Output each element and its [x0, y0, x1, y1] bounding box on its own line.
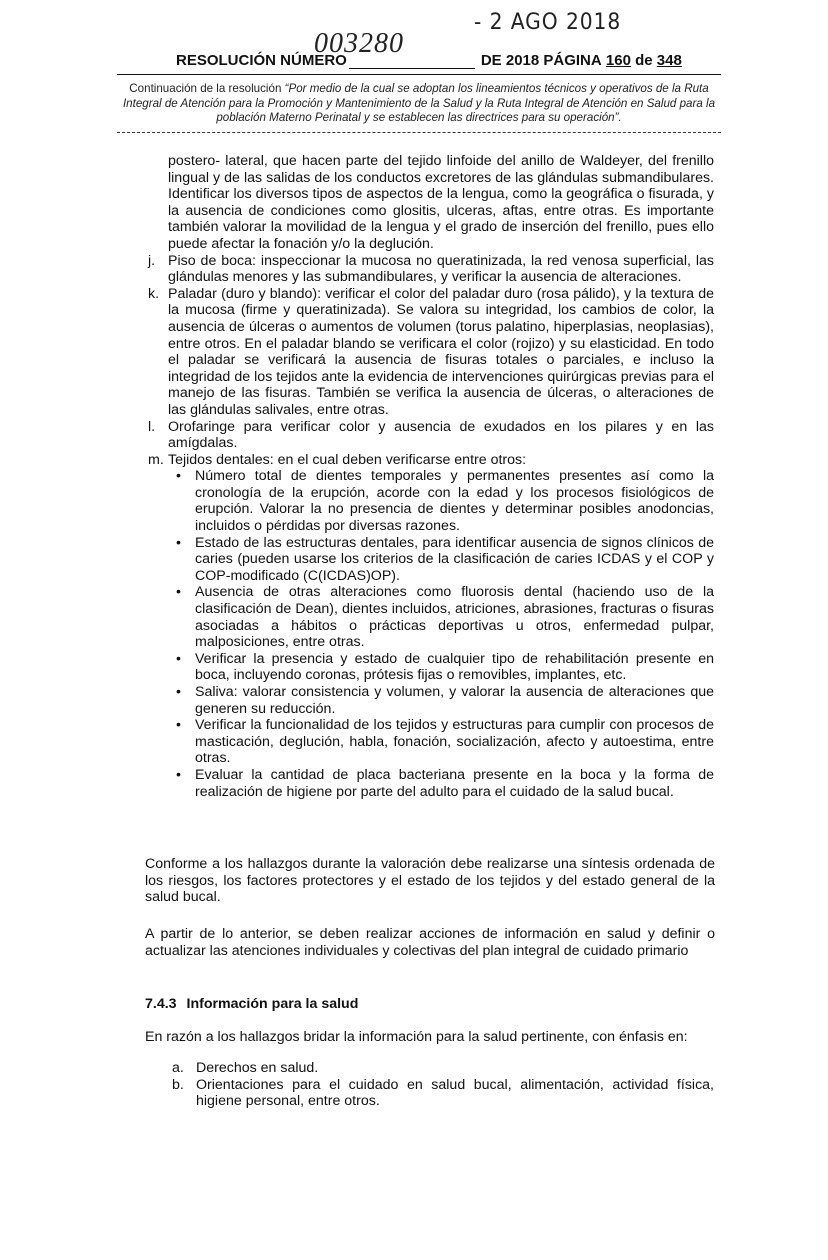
- page-number: 160: [605, 52, 631, 69]
- continuation-title: “Por medio de la cual se adoptan los lineamientos técnicos y operativos de la Ruta Integral de Atención para la Promoción y Mantenimiento de la Salud y la Ruta Integral de Atención en Salud para la población Materno Perinatal y se establecen las directrices para su operación”.: [122, 82, 716, 125]
- list-item-text: Orofaringe para verificar color y ausencia de exudados en los pilares y en las amígdalas.: [168, 418, 714, 452]
- list-marker: a.: [172, 1060, 184, 1076]
- page-total: 348: [656, 52, 682, 69]
- exam-list: [148, 153, 714, 800]
- resolution-header: [176, 47, 682, 69]
- list-item-text: Tejidos dentales: en el cual deben verificarse entre otros:: [168, 451, 527, 468]
- resolution-label: RESOLUCIÓN NÚMERO: [176, 52, 347, 69]
- list-item-k: [148, 285, 714, 419]
- info-list: [172, 1060, 714, 1110]
- dental-tissue-bullets: [168, 468, 714, 800]
- header-dashed-rule: [117, 132, 721, 133]
- section-intro: En razón a los hallazgos bridar la información para la salud pertinente, con énfasis en:: [145, 1029, 688, 1045]
- bullet-item: • Verificar la funcionalidad de los tejidos y estructuras para cumplir con procesos de masticación, deglución, habla, fonación, socialización, afecto y autoestima, entre otras.: [195, 717, 714, 767]
- continuation-note: [117, 82, 721, 126]
- date-stamp: - 2 AGO 2018: [474, 10, 622, 35]
- list-marker: l.: [148, 418, 156, 435]
- bullet-item: • Estado de las estructuras dentales, para identificar ausencia de signos clínicos de caries (pueden usarse los criterios de la clasificación de caries ICDAS y el COP y COP-modificado (C(ICDAS)OP).: [195, 535, 714, 585]
- paragraph-anterior: A partir de lo anterior, se deben realizar acciones de información en salud y definir o actualizar las atenciones individuales y colectivas del plan integral de cuidado primario: [145, 926, 715, 959]
- section-heading: [145, 996, 358, 1012]
- bullet-item: • Saliva: valorar consistencia y volumen, y valorar la ausencia de alteraciones que generen su reducción.: [195, 684, 714, 717]
- list-item-text: Derechos en salud.: [196, 1060, 319, 1076]
- bullet-item: • Número total de dientes temporales y permanentes presentes así como la cronología de la erupción, acorde con la edad y los procesos fisiológicos de erupción. Valorar la no presencia de dientes y determinar posibles anodoncias, incluidos o pérdidas por diversas razones.: [195, 468, 714, 534]
- bullet-item: • Verificar la presencia y estado de cualquier tipo de rehabilitación presente en boca, incluyendo coronas, prótesis fijas o removibles, implantes, etc.: [195, 651, 714, 684]
- page-of-label: de: [635, 52, 653, 69]
- list-item-text: Piso de boca: inspeccionar la mucosa no queratinizada, la red venosa superficial, las glándulas menores y las submandibulares, y verificar la ausencia de alteraciones.: [168, 252, 714, 286]
- intro-paragraph: postero- lateral, que hacen parte del tejido linfoide del anillo de Waldeyer, del frenillo lingual y de las salidas de los conductos excretores de las glándulas submandibulares. Identificar los diversos tipos de aspectos de la lengua, como la geográfica o fisurada, y la ausencia de condiciones como glositis, ulceras, aftas, entre otras. Es importante también valorar la movilidad de la lengua y el grado de inserción del frenillo, pues ello puede afectar la fonación y/o la deglución.: [168, 153, 714, 252]
- resolution-number-stamp: 003280: [314, 28, 404, 59]
- list-item-m: [148, 451, 714, 469]
- list-item-text: Paladar (duro y blando): verificar el color del paladar duro (rosa pálido), y la textura de la mucosa (firme y queratinizada). Se valora su integridad, los cambios de color, la ausencia de úlceras o aumentos de volumen (torus palatino, hiperplasias, neoplasias), entre otros. En el paladar blando se verificara el color (rojizo) y su elasticidad. En todo el paladar se verificará la ausencia de fisuras totales o parciales, e incluso la integridad de los tejidos ante la evidencia de intervenciones quirúrgicas previas para el manejo de las fisuras. También se verifica la ausencia de úlceras, o alteraciones de las glándulas salivales, entre otras.: [168, 285, 714, 418]
- section-title: Información para la salud: [186, 996, 359, 1012]
- header-rule: [117, 74, 721, 75]
- resolution-year: DE 2018 PÁGINA: [480, 52, 602, 69]
- paragraph-hallazgos: Conforme a los hallazgos durante la valoración debe realizarse una síntesis ordenada de los riesgos, los factores protectores y el estado de los tejidos y del estado general de la salud bucal.: [145, 856, 715, 906]
- bullet-item: • Ausencia de otras alteraciones como fluorosis dental (haciendo uso de la clasificación de Dean), dientes incluidos, atriciones, abrasiones, fracturas o fisuras asociadas a hábitos o prácticas deportivas u otros, enfermedad pulpar, malposiciones, entre otras.: [195, 584, 714, 650]
- list-marker: m.: [148, 451, 164, 468]
- list-marker: k.: [148, 285, 160, 302]
- continuation-prefix: Continuación de la resolución: [129, 82, 282, 95]
- list-item-text: Orientaciones para el cuidado en salud bucal, alimentación, actividad física, higiene personal, entre otros.: [196, 1076, 714, 1110]
- list-marker: b.: [172, 1076, 184, 1093]
- section-number: 7.4.3: [145, 996, 177, 1012]
- info-item-b: [172, 1076, 714, 1110]
- bullet-item: • Evaluar la cantidad de placa bacteriana presente en la boca y la forma de realización de higiene por parte del adulto para el cuidado de la salud bucal.: [195, 767, 714, 800]
- resolution-number-blank: [349, 50, 475, 69]
- list-item-l: [148, 418, 714, 452]
- info-item-a: [172, 1060, 714, 1077]
- list-marker: j.: [148, 252, 156, 269]
- list-item-j: [148, 252, 714, 286]
